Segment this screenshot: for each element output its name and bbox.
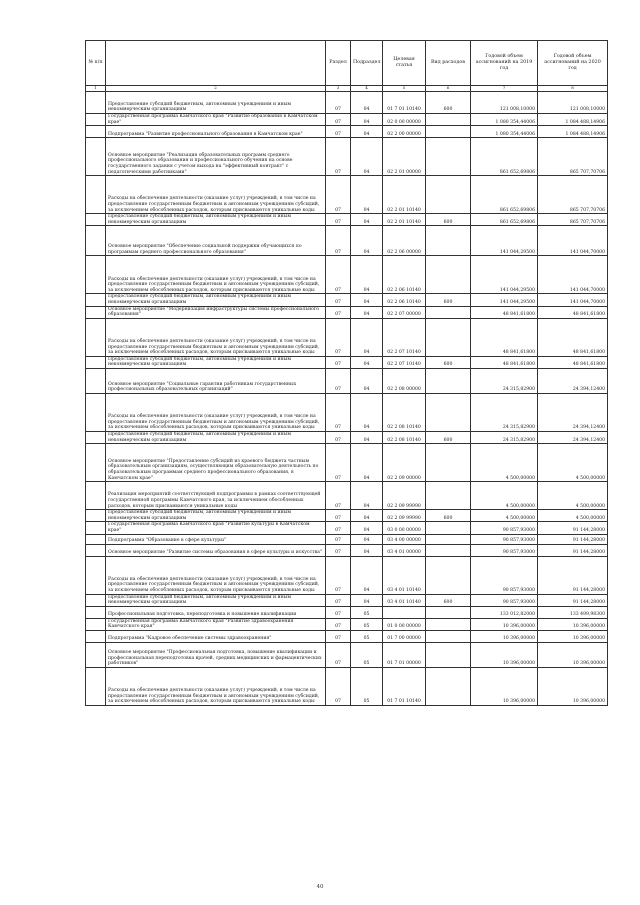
row-vid: 600 [426,214,471,226]
row-razdel: 07 [326,126,351,138]
table-row [86,544,608,556]
row-vid: 600 [426,594,471,606]
row-podrazdel: 04 [351,594,383,606]
row-article: 02 2 06 10140 [383,294,426,306]
row-podrazdel: 05 [351,618,383,630]
table-row [86,594,608,606]
row-razdel: 07 [326,667,351,705]
row-article: 02 2 08 10140 [383,393,426,431]
table-header-row [86,41,608,86]
row-2020: 91 144,28000 [538,534,608,544]
row-name: Государственная программа Камчатского края "Развитие культуры в Камчатском крае" [106,522,326,534]
row-2020: 91 144,28000 [538,594,608,606]
row-num [86,294,106,306]
row-vid: 600 [426,294,471,306]
row-vid [426,368,471,393]
row-vid [426,544,471,556]
row-vid [426,522,471,534]
table-row [86,138,608,176]
row-razdel: 07 [326,544,351,556]
row-article: 02 0 00 00000 [383,114,426,126]
row-article: 02 2 00 00000 [383,126,426,138]
table-row [86,510,608,522]
row-2019: 141 044,29500 [471,256,538,294]
table-row [86,226,608,256]
col-header-num: № п/п [86,41,106,86]
row-2020: 91 144,28000 [538,522,608,534]
row-podrazdel: 04 [351,510,383,522]
row-num [86,126,106,138]
row-num [86,510,106,522]
row-2019: 24 315,82900 [471,368,538,393]
row-name: Расходы на обеспечение деятельности (оказание услуг) учреждений, в том числе на предоставление государственным бюджетным и автономным учреждениям субсидий, за исключением обособленных расходов, которым присваиваются уникальные коды [106,393,326,431]
row-2020: 865 707,70706 [538,176,608,214]
row-name: Предоставление субсидий бюджетным, автономным учреждениям и иным некоммерческим организациям [106,431,326,443]
row-2019: 133 012,82000 [471,606,538,618]
row-num [86,482,106,510]
row-razdel: 07 [326,534,351,544]
table-row [86,556,608,594]
budget-table-sheet [85,40,607,706]
row-2020: 865 707,70706 [538,214,608,226]
row-podrazdel: 04 [351,522,383,534]
row-2020: 141 044,70000 [538,226,608,256]
row-podrazdel: 04 [351,306,383,318]
table-body [86,92,608,706]
row-name: Расходы на обеспечение деятельности (оказание услуг) учреждений, в том числе на предоставление государственным бюджетным и автономным учреждениям субсидий, за исключением обособленных расходов, которым присваиваются уникальные коды [106,256,326,294]
column-number: 4 [351,86,383,92]
row-num [86,138,106,176]
row-name: Реализация мероприятий соответствующей подпрограммы в рамках соответствующей государственной программы Камчатского края, за исключением обособленных расходов, которым присваиваются уникальные коды [106,482,326,510]
row-article: 01 7 01 00000 [383,642,426,667]
row-2020: 24 394,12400 [538,431,608,443]
row-podrazdel: 04 [351,126,383,138]
row-podrazdel: 04 [351,176,383,214]
table-row [86,393,608,431]
row-num [86,176,106,214]
row-article: 03 4 01 10140 [383,556,426,594]
row-razdel: 07 [326,510,351,522]
row-razdel: 07 [326,114,351,126]
row-podrazdel: 04 [351,534,383,544]
row-razdel: 07 [326,630,351,642]
row-name: Подпрограмма "Развитие профессионального образования в Камчатском крае" [106,126,326,138]
col-header-vid: Вид расходов [426,41,471,86]
row-vid: 600 [426,431,471,443]
row-2020: 4 500,00000 [538,510,608,522]
row-article: 01 7 00 00000 [383,630,426,642]
row-razdel: 07 [326,482,351,510]
row-vid: 600 [426,510,471,522]
row-article: 02 2 06 00000 [383,226,426,256]
row-2020: 10 396,00000 [538,667,608,705]
row-vid [426,306,471,318]
col-header-2019: Годовой объем ассигнований на 2019 год [471,41,538,86]
row-name: Предоставление субсидий бюджетным, автономным учреждениям и иным некоммерческим организациям [106,510,326,522]
table-row [86,356,608,368]
row-razdel: 07 [326,214,351,226]
row-vid [426,618,471,630]
column-number: 7 [471,86,538,92]
row-2019: 90 857,93000 [471,534,538,544]
row-podrazdel: 05 [351,642,383,667]
row-razdel: 07 [326,356,351,368]
row-num [86,594,106,606]
row-2020: 141 044,70000 [538,294,608,306]
row-num [86,92,106,114]
row-name: Предоставление субсидий бюджетным, автономным учреждениям и иным некоммерческим организациям [106,356,326,368]
row-2020: 48 841,61800 [538,306,608,318]
row-article: 02 2 09 99990 [383,510,426,522]
column-number: 3 [326,86,351,92]
row-razdel: 07 [326,368,351,393]
row-razdel: 07 [326,92,351,114]
row-vid [426,630,471,642]
row-2019: 861 652,69806 [471,138,538,176]
row-vid [426,667,471,705]
row-name: Расходы на обеспечение деятельности (оказание услуг) учреждений, в том числе на предоставление государственным бюджетным и автономным учреждениям субсидий, за исключением обособленных расходов, которым присваиваются уникальные коды [106,556,326,594]
row-name: Подпрограмма "Образование в сфере культуры" [106,534,326,544]
row-vid [426,393,471,431]
row-num [86,114,106,126]
column-number: 6 [426,86,471,92]
table-row [86,126,608,138]
row-2019: 861 652,69806 [471,214,538,226]
row-name: Подпрограмма "Кадровое обеспечение системы здравоохранения" [106,630,326,642]
row-razdel: 07 [326,522,351,534]
row-article: 02 2 01 10140 [383,176,426,214]
row-razdel: 07 [326,642,351,667]
row-podrazdel: 04 [351,114,383,126]
row-2020: 10 396,00000 [538,618,608,630]
row-podrazdel: 05 [351,667,383,705]
row-podrazdel: 04 [351,318,383,356]
col-header-podrazdel: Подраздел [351,41,383,86]
row-razdel: 07 [326,431,351,443]
row-2019: 141 044,29500 [471,294,538,306]
row-2019: 48 841,61800 [471,306,538,318]
row-num [86,618,106,630]
row-podrazdel: 04 [351,138,383,176]
row-vid [426,226,471,256]
row-num [86,214,106,226]
table-row [86,318,608,356]
row-2019: 24 315,82900 [471,431,538,443]
row-razdel: 07 [326,306,351,318]
row-name: Основное мероприятие "Профессиональная подготовка, повышение квалификации и профессиональная переподготовка врачей, средних медицинских и фармацевтических работников" [106,642,326,667]
row-name: Расходы на обеспечение деятельности (оказание услуг) учреждений, в том числе на предоставление государственным бюджетным и автономным учреждениям субсидий, за исключением обособленных расходов, которым присваиваются уникальные коды [106,667,326,705]
table-row [86,606,608,618]
row-vid [426,556,471,594]
row-2020: 4 500,00000 [538,482,608,510]
col-header-name [106,41,326,86]
row-article: 02 2 08 00000 [383,368,426,393]
row-podrazdel: 04 [351,214,383,226]
row-2020: 1 084 488,14906 [538,114,608,126]
row-vid [426,482,471,510]
row-name: Предоставление субсидий бюджетным, автономным учреждениям и иным некоммерческим организациям [106,294,326,306]
row-2019: 90 857,93000 [471,594,538,606]
row-article: 02 2 07 10140 [383,318,426,356]
row-2020: 91 144,28000 [538,544,608,556]
row-vid [426,114,471,126]
row-razdel: 07 [326,176,351,214]
row-article: 02 2 09 99990 [383,482,426,510]
table-row [86,522,608,534]
row-num [86,667,106,705]
table-row [86,92,608,114]
row-vid: 600 [426,92,471,114]
row-podrazdel: 04 [351,393,383,431]
row-2019: 48 841,61800 [471,356,538,368]
row-article: 01 7 01 10140 [383,667,426,705]
row-num [86,556,106,594]
row-2019: 4 500,00000 [471,510,538,522]
row-2019: 1 080 354,44006 [471,114,538,126]
row-article: 02 2 01 00000 [383,138,426,176]
row-2020: 48 841,61800 [538,318,608,356]
row-2020: 4 500,00000 [538,444,608,482]
table-row [86,114,608,126]
row-num [86,630,106,642]
row-num [86,642,106,667]
row-name: Основное мероприятие "Предоставление субсидий из краевого бюджета частным образовательным организациям, осуществляющим образовательную деятельность по образовательным программам среднего профессионального образования, в Камчатском крае" [106,444,326,482]
row-num [86,534,106,544]
row-2020: 24 394,12400 [538,393,608,431]
table-row [86,444,608,482]
col-header-article: Целевая статья [383,41,426,86]
table-row [86,214,608,226]
row-name: Основное мероприятие "Обеспечение социальной поддержки обучающихся по программам среднего профессионального образования" [106,226,326,256]
row-podrazdel: 04 [351,256,383,294]
row-vid [426,444,471,482]
row-article: 02 2 01 10140 [383,214,426,226]
table-row [86,618,608,630]
column-number: 2 [106,86,326,92]
row-num [86,356,106,368]
row-article: 01 7 01 10140 [383,92,426,114]
row-podrazdel: 04 [351,431,383,443]
row-name: Предоставление субсидий бюджетным, автономным учреждениям и иным некоммерческим организациям [106,92,326,114]
row-article: 03 4 01 10140 [383,594,426,606]
row-vid [426,534,471,544]
row-2019: 141 044,29500 [471,226,538,256]
row-razdel: 07 [326,226,351,256]
row-num [86,368,106,393]
page-number: 40 [316,884,324,890]
row-2020: 10 396,00000 [538,630,608,642]
row-2020: 121 008,10000 [538,92,608,114]
table-row [86,642,608,667]
col-header-razdel: Раздел [326,41,351,86]
row-vid [426,256,471,294]
row-num [86,606,106,618]
row-article: 02 2 09 00000 [383,444,426,482]
budget-table [85,40,608,706]
row-2019: 4 500,00000 [471,482,538,510]
table-row [86,306,608,318]
row-podrazdel: 04 [351,226,383,256]
row-podrazdel: 04 [351,482,383,510]
row-2019: 10 396,00000 [471,630,538,642]
row-podrazdel: 05 [351,606,383,618]
row-vid [426,138,471,176]
row-2019: 10 396,00000 [471,667,538,705]
row-2019: 10 396,00000 [471,642,538,667]
table-row [86,368,608,393]
row-vid [426,318,471,356]
row-razdel: 07 [326,138,351,176]
row-vid [426,642,471,667]
row-razdel: 07 [326,618,351,630]
row-num [86,306,106,318]
row-2019: 24 315,82900 [471,393,538,431]
row-2020: 48 841,61800 [538,356,608,368]
row-vid [426,606,471,618]
table-row [86,630,608,642]
row-vid [426,176,471,214]
row-name: Основное мероприятие "Развитие системы образования в сфере культуры и искусства" [106,544,326,556]
row-article: 01 0 00 00000 [383,618,426,630]
row-article: 03 4 00 00000 [383,534,426,544]
row-2020: 10 396,00000 [538,642,608,667]
row-name: Предоставление субсидий бюджетным, автономным учреждениям и иным некоммерческим организациям [106,594,326,606]
row-razdel: 07 [326,606,351,618]
row-article [383,606,426,618]
row-podrazdel: 04 [351,368,383,393]
col-header-2020: Годовой объем ассигнований на 2020 год [538,41,608,86]
row-article: 02 2 07 10140 [383,356,426,368]
row-num [86,393,106,431]
row-article: 03 4 01 00000 [383,544,426,556]
row-2020: 1 084 488,14906 [538,126,608,138]
row-vid: 600 [426,356,471,368]
row-podrazdel: 04 [351,92,383,114]
row-num [86,431,106,443]
table-row [86,667,608,705]
row-num [86,522,106,534]
row-2019: 10 396,00000 [471,618,538,630]
row-razdel: 07 [326,556,351,594]
row-num [86,318,106,356]
row-podrazdel: 04 [351,294,383,306]
row-razdel: 07 [326,256,351,294]
row-article: 02 2 06 10140 [383,256,426,294]
row-name: Расходы на обеспечение деятельности (оказание услуг) учреждений, в том числе на предоставление государственным бюджетным и автономным учреждениям субсидий, за исключением обособленных расходов, которым присваиваются уникальные коды [106,176,326,214]
row-vid [426,126,471,138]
row-2019: 121 008,10000 [471,92,538,114]
row-name: Предоставление субсидий бюджетным, автономным учреждениям и иным некоммерческим организациям [106,214,326,226]
row-num [86,544,106,556]
column-number: 1 [86,86,106,92]
column-number: 8 [538,86,608,92]
row-podrazdel: 04 [351,544,383,556]
table-row [86,431,608,443]
row-2020: 91 144,28000 [538,556,608,594]
row-name: Основное мероприятие "Социальные гарантии работникам государственных профессиональных образовательных организаций" [106,368,326,393]
row-article: 02 2 07 00000 [383,306,426,318]
row-podrazdel: 05 [351,630,383,642]
row-razdel: 07 [326,393,351,431]
row-name: Государственная программа Камчатского края "Развитие здравоохранения Камчатского края" [106,618,326,630]
row-podrazdel: 04 [351,444,383,482]
row-name: Расходы на обеспечение деятельности (оказание услуг) учреждений, в том числе на предоставление государственным бюджетным и автономным учреждениям субсидий, за исключением обособленных расходов, которым присваиваются уникальные коды [106,318,326,356]
table-row [86,176,608,214]
row-razdel: 07 [326,294,351,306]
row-name: Основное мероприятие "Реализация образовательных программ среднего профессионального образования и профессионального обучения на основе государственного задания с учетом выхода на "эффективный контракт" с педагогическими работниками" [106,138,326,176]
row-article: 02 2 08 10140 [383,431,426,443]
row-2019: 1 080 354,44006 [471,126,538,138]
row-2020: 24 394,12400 [538,368,608,393]
column-number: 5 [383,86,426,92]
row-name: Профессиональная подготовка, переподготовка и повышение квалификации [106,606,326,618]
row-2020: 141 044,70000 [538,256,608,294]
row-2019: 861 652,69806 [471,176,538,214]
row-name: Основное мероприятие "Модернизация инфраструктуры системы профессионального образования" [106,306,326,318]
row-2019: 48 841,61800 [471,318,538,356]
row-2020: 865 707,70706 [538,138,608,176]
row-num [86,444,106,482]
table-row [86,482,608,510]
row-razdel: 07 [326,444,351,482]
row-2019: 4 500,00000 [471,444,538,482]
row-2019: 90 857,93000 [471,522,538,534]
row-podrazdel: 04 [351,556,383,594]
row-num [86,256,106,294]
row-razdel: 07 [326,318,351,356]
table-row [86,294,608,306]
row-article: 03 0 00 00000 [383,522,426,534]
row-num [86,226,106,256]
row-2020: 133 499,98300 [538,606,608,618]
row-name: Государственная программа Камчатского края "Развитие образования в Камчатском крае" [106,114,326,126]
row-2019: 90 857,93000 [471,556,538,594]
table-row [86,256,608,294]
row-razdel: 07 [326,594,351,606]
table-row [86,534,608,544]
row-2019: 90 857,93000 [471,544,538,556]
row-podrazdel: 04 [351,356,383,368]
